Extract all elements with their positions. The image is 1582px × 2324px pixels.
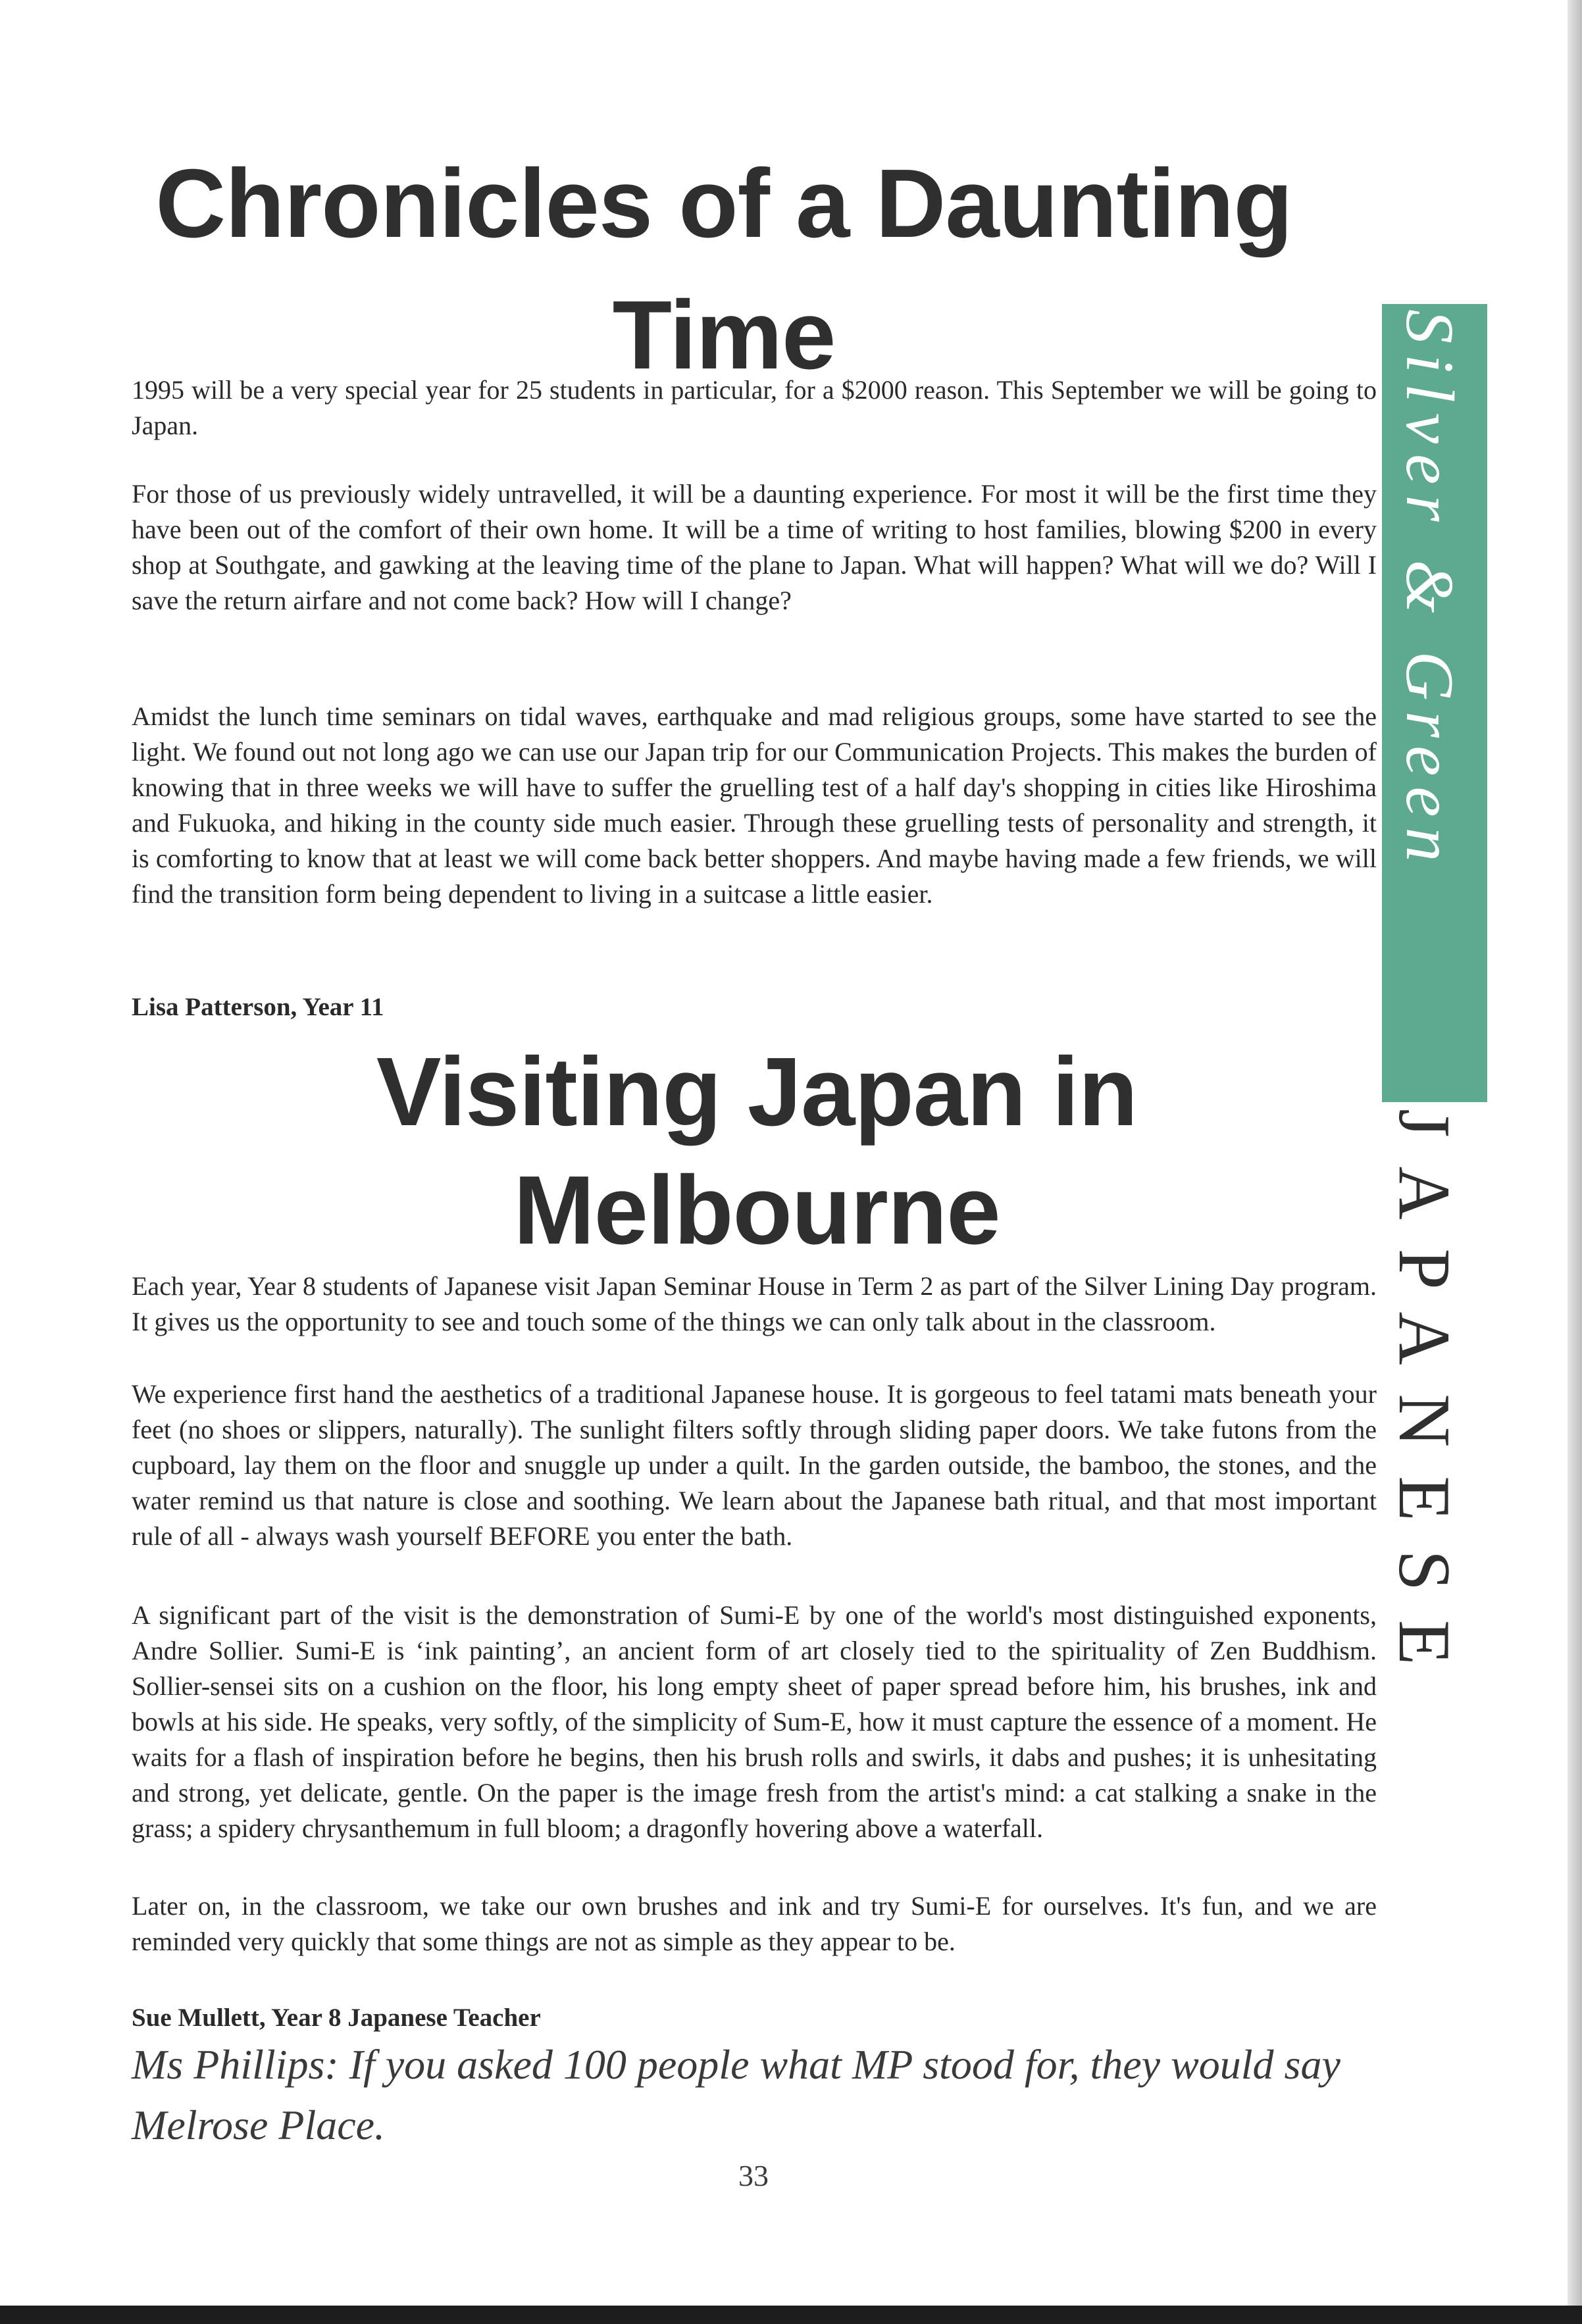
article-title-chronicles: Chronicles of a Daunting Time	[155, 149, 1292, 390]
article1-byline: Lisa Patterson, Year 11	[132, 993, 384, 1021]
page-number: 33	[738, 2159, 769, 2192]
article1-paragraph-1: 1995 will be a very special year for 25 students in particular, for a $2000 reason. This September we will be going to Japan.	[132, 375, 1377, 440]
japanese-section-label: JAPANESE	[1383, 1109, 1465, 1694]
teacher-quote: Ms Phillips: If you asked 100 people what MP stood for, they would say Melrose Place.	[132, 2041, 1340, 2148]
article2-byline: Sue Mullett, Year 8 Japanese Teacher	[132, 2004, 541, 2032]
article1-paragraph-3: Amidst the lunch time seminars on tidal waves, earthquake and mad religious groups, some have started to see the light. We found out not long ago we can use our Japan trip for our Communication Projects. This makes the burden of knowing that in three weeks we will have to suffer the gruelling test of a half day's shopping in cities like Hiroshima and Fukuoka, and hiking in the county side much easier. Through these gruelling tests of personality and strength, it is comforting to know that at least we will come back better shoppers. And maybe having made a few friends, we will find the transition form being dependent to living in a suitcase a little easier.	[132, 701, 1377, 909]
article2-paragraph-1: Each year, Year 8 students of Japanese visit Japan Seminar House in Term 2 as part of the Silver Lining Day program. It gives us the opportunity to see and touch some of the things we can only talk about in the classroom.	[132, 1271, 1377, 1336]
article-title-visiting-japan: Visiting Japan in Melbourne	[376, 1038, 1138, 1265]
article1-paragraph-2: For those of us previously widely untravelled, it will be a daunting experience. For most it will be the first time they have been out of the comfort of their own home. It will be a time of writing to host families, blowing $200 in every shop at Southgate, and gawking at the leaving time of the plane to Japan. What will happen? What will we do? Will I save the return airfare and not come back? How will I change?	[132, 479, 1377, 615]
scan-bottom-border	[0, 2306, 1582, 2324]
page-edge-shadow	[1568, 0, 1582, 2324]
silver-and-green-label: Silver & Green	[1392, 309, 1467, 872]
article2-paragraph-4: Later on, in the classroom, we take our own brushes and ink and try Sumi-E for ourselves. It's fun, and we are reminded very quickly that some things are not as simple as they appear to be.	[132, 1891, 1377, 1956]
article2-paragraph-3: A significant part of the visit is the demonstration of Sumi-E by one of the world's most distinguished exponents, Andre Sollier. Sumi-E is ‘ink painting’, an ancient form of art closely tied to the spirituality of Zen Buddhism. Sollier-sensei sits on a cushion on the floor, his long empty sheet of paper spread before him, his brushes, ink and bowls at his side. He speaks, very softly, of the simplicity of Sum-E, how it must capture the essence of a moment. He waits for a flash of inspiration before he begins, then his brush rolls and swirls, it dabs and pushes; it is unhesitating and strong, yet delicate, gentle. On the paper is the image fresh from the artist's mind: a cat stalking a snake in the grass; a spidery chrysanthemum in full bloom; a dragonfly hovering above a waterfall.	[132, 1600, 1377, 1843]
article2-paragraph-2: We experience first hand the aesthetics of a traditional Japanese house. It is gorgeous to feel tatami mats beneath your feet (no shoes or slippers, naturally). The sunlight filters softly through sliding paper doors. We take futons from the cupboard, lay them on the floor and snuggle up under a quilt. In the garden outside, the bamboo, the stones, and the water remind us that nature is close and soothing. We learn about the Japanese bath ritual, and that most important rule of all - always wash yourself BEFORE you enter the bath.	[132, 1379, 1377, 1551]
